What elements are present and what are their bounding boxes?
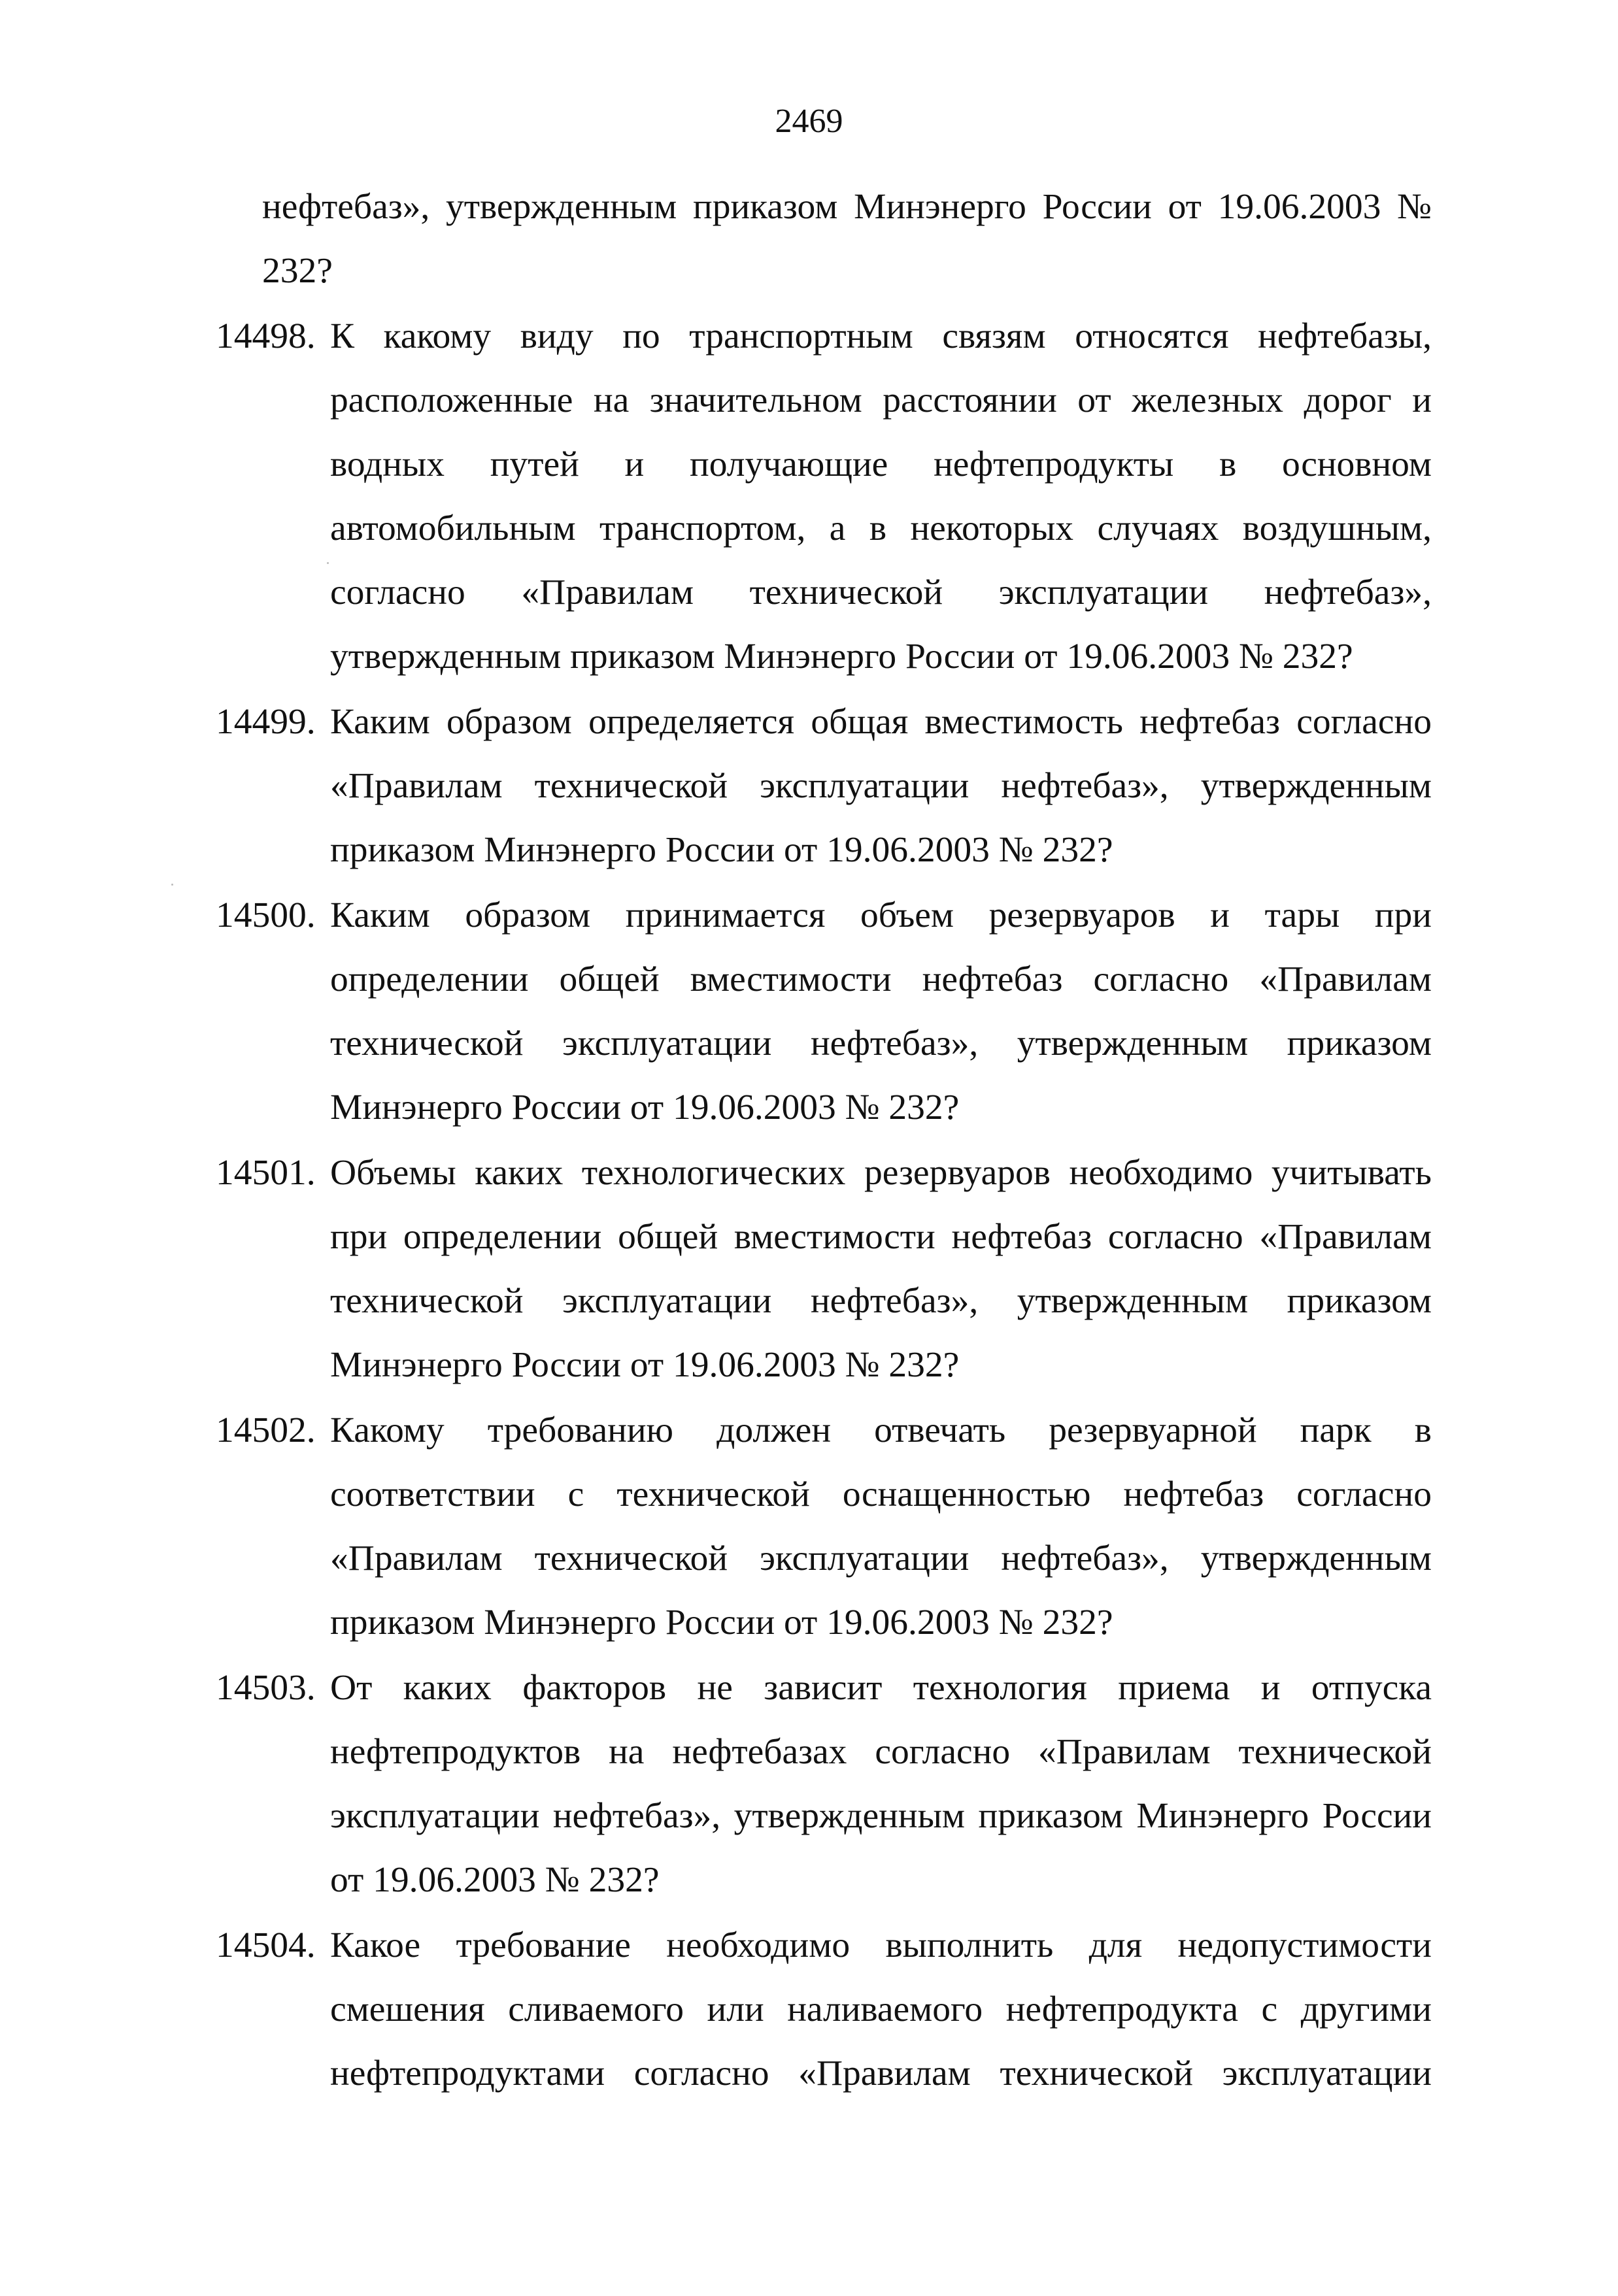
question-number: 14503. (216, 1668, 316, 1708)
question-14499 (216, 690, 1432, 882)
question-number: 14498. (216, 316, 316, 356)
scan-speck (171, 884, 173, 886)
question-14502 (216, 1399, 1432, 1655)
question-14503 (216, 1656, 1432, 1912)
question-number: 14502. (216, 1410, 316, 1450)
question-text: К какому виду по транспортным связям относятся нефтебазы, расположенные на значительном расстоянии от железных дорог и водных путей и получающие нефтепродукты в основном автомобильным транспортом, а в некоторых случаях воздушным, согласно «Правилам технической эксплуатации нефтебаз», утвержденным приказом Минэнерго России от 19.06.2003 № 232? (330, 316, 1432, 676)
scan-speck (327, 562, 329, 564)
question-text: От каких факторов не зависит технология приема и отпуска нефтепродуктов на нефтебазах согласно «Правилам технической эксплуатации нефтебаз», утвержденным приказом Минэнерго России от 19.06.2003 № 232? (330, 1668, 1432, 1900)
question-text: Объемы каких технологических резервуаров необходимо учитывать при определении общей вместимости нефтебаз согласно «Правилам технической эксплуатации нефтебаз», утвержденным приказом Минэнерго России от 19.06.2003 № 232? (330, 1153, 1432, 1385)
continuation-paragraph: нефтебаз», утвержденным приказом Минэнерго России от 19.06.2003 № 232? (262, 187, 1432, 291)
question-number: 14499. (216, 702, 316, 742)
question-14504 (216, 1914, 1432, 2106)
question-text: Какое требование необходимо выполнить для недопустимости смешения сливаемого или наливаемого нефтепродукта с другими нефтепродуктами согласно «Правилам технической эксплуатации (330, 1925, 1432, 2093)
question-14498 (216, 305, 1432, 689)
question-number: 14500. (216, 895, 316, 935)
page-number: 2469 (775, 103, 843, 140)
question-14501 (216, 1141, 1432, 1397)
question-text: Каким образом определяется общая вместимость нефтебаз согласно «Правилам технической эксплуатации нефтебаз», утвержденным приказом Минэнерго России от 19.06.2003 № 232? (330, 702, 1432, 870)
question-text: Каким образом принимается объем резервуаров и тары при определении общей вместимости нефтебаз согласно «Правилам технической эксплуатации нефтебаз», утвержденным приказом Минэнерго России от 19.06.2003 № 232? (330, 895, 1432, 1127)
document-body (216, 175, 1432, 2107)
question-number: 14501. (216, 1153, 316, 1193)
question-14500 (216, 884, 1432, 1140)
question-number: 14504. (216, 1925, 316, 1965)
question-text: Какому требованию должен отвечать резервуарной парк в соответствии с технической оснащенностью нефтебаз согласно «Правилам технической эксплуатации нефтебаз», утвержденным приказом Минэнерго России от 19.06.2003 № 232? (330, 1410, 1432, 1642)
